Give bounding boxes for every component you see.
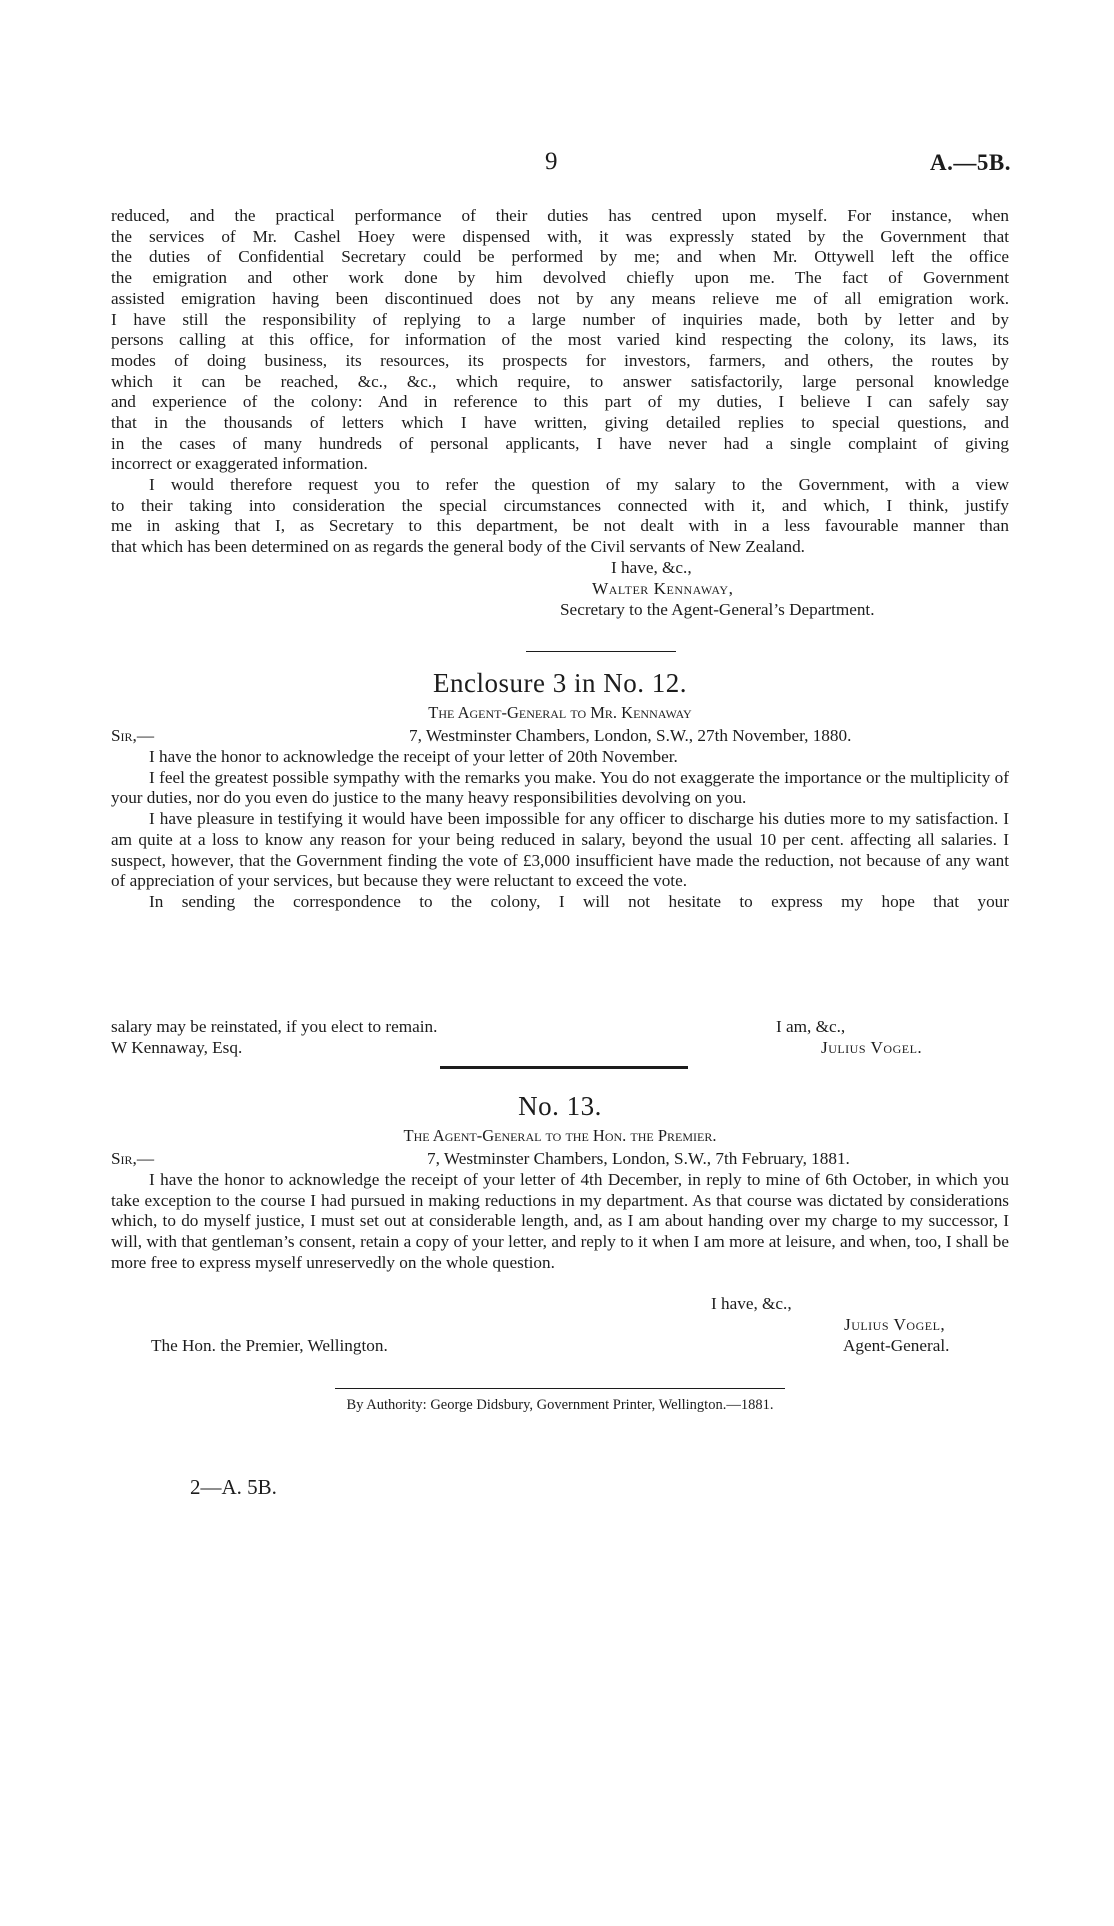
no13-body [111, 1170, 1009, 1274]
printer-authority: By Authority: George Didsbury, Government Printer, Wellington.—1881. [346, 1397, 774, 1413]
no13-signature: Julius Vogel, [844, 1315, 946, 1334]
footer-divider [335, 1388, 785, 1389]
enclosure-address-date: 7, Westminster Chambers, London, S.W., 27th November, 1880. [409, 726, 852, 745]
section-divider [526, 651, 676, 652]
enclosure-paragraph-1: I have the honor to acknowledge the receipt of your letter of 20th November. [149, 747, 678, 766]
letter-signature: Walter Kennaway, [592, 579, 734, 598]
page-number: 9 [545, 148, 558, 175]
no13-title-row [111, 1336, 1009, 1357]
signature-code: 2—A. 5B. [190, 1475, 277, 1499]
no13-closing: I have, &c., [711, 1294, 792, 1313]
p2-line: to their taking into consideration the special circumstances connected with it, and which, I think, justify [111, 495, 1009, 515]
enclosure-closing: I am, &c., [776, 1017, 846, 1036]
no13-addressee: The Hon. the Premier, Wellington. [151, 1336, 388, 1355]
enclosure-subheading: The Agent-General to Mr. Kennaway [428, 703, 692, 722]
p2-line: I would therefore request you to refer the question of my salary to the Government, with a view [149, 475, 1009, 494]
no13-closing-row [111, 1294, 1009, 1315]
section-divider-thick [440, 1066, 688, 1069]
no13-subheading: The Agent-General to the Hon. the Premier. [403, 1126, 717, 1145]
p1-line: that in the thousands of letters which I have written, giving detailed replies to special questions, and [111, 413, 1009, 433]
p1-line: in the cases of many hundreds of personal applicants, I have never had a single complaint of giving [111, 433, 1009, 453]
no13-address-row [111, 1149, 1009, 1170]
p2-line: me in asking that I, as Secretary to this department, be not dealt with in a less favourable manner than [111, 516, 1009, 536]
letter-paragraph-2 [111, 475, 1009, 558]
no13-signature-row [111, 1315, 1009, 1336]
enclosure-paragraph-4: In sending the correspondence to the colony, I will not hesitate to express my hope that your [149, 891, 1009, 911]
no13-salutation: Sir,— [111, 1149, 155, 1168]
p1-line: the services of Mr. Cashel Hoey were dispensed with, it was expressly stated by the Government that [111, 226, 1009, 246]
p1-line: the duties of Confidential Secretary could be performed by me; and when Mr. Ottywell left the office [111, 247, 1009, 267]
no13-paragraph-1: I have the honor to acknowledge the receipt of your letter of 4th December, in reply to mine of 6th October, in which you take exception to the course I had pursued in making reductions in my department. As that course was dictated by considerations which, to do myself justice, I must set out at considerable length, and, as I am about handing over my charge to my successor, I will, with that gentleman’s consent, retain a copy of your letter, and reply to it when I am more at leisure, and when, too, I shall be more free to express myself unreservedly on the whole question. [111, 1170, 1009, 1272]
p1-line: which it can be reached, &c., &c., which require, to answer satisfactorily, large personal knowledge [111, 371, 1009, 391]
letter-closing: I have, &c., [611, 558, 692, 577]
no13-signer-title: Agent-General. [843, 1336, 950, 1355]
letter-title-row [111, 600, 1009, 621]
p1-line: the emigration and other work done by him devolved chiefly upon me. The fact of Government [111, 268, 1009, 288]
enclosure-body [111, 747, 1009, 913]
enclosure-salutation: Sir,— [111, 726, 155, 745]
p1-line: reduced, and the practical performance of their duties has centred upon myself. For instance, when [111, 206, 1009, 225]
enclosure-paragraph-2: I feel the greatest possible sympathy with the remarks you make. You do not exaggerate the importance or the multiplicity of your duties, nor do you even do justice to the many heavy responsibilities devolving on you. [111, 767, 1009, 808]
enclosure-signature: Julius Vogel. [821, 1038, 923, 1057]
enclosure-paragraph-4-end: salary may be reinstated, if you elect to remain. [111, 1017, 438, 1036]
no13-address-date: 7, Westminster Chambers, London, S.W., 7th February, 1881. [427, 1149, 850, 1168]
p2-line: that which has been determined on as regards the general body of the Civil servants of New Zealand. [111, 537, 805, 557]
enclosure-closing-row [111, 1017, 1009, 1038]
enclosure-address-row [111, 726, 1009, 747]
letter-closing-row [111, 558, 1009, 579]
letter-signature-row [111, 579, 1009, 600]
document-reference: A.—5B. [930, 150, 1011, 175]
enclosure-heading: Enclosure 3 in No. 12. [433, 668, 687, 698]
enclosure-addressee: W Kennaway, Esq. [111, 1038, 243, 1057]
no13-heading: No. 13. [518, 1091, 602, 1121]
letter-signer-title: Secretary to the Agent-General’s Department. [560, 600, 875, 619]
enclosure-signature-row [111, 1038, 1009, 1059]
p1-line: persons calling at this office, for information of the most varied kind respecting the colony, its laws, its [111, 330, 1009, 350]
p1-line: and experience of the colony: And in reference to this part of my duties, I believe I can safely say [111, 392, 1009, 412]
p1-line: assisted emigration having been discontinued does not by any means relieve me of all emigration work. [111, 288, 1009, 308]
enclosure-paragraph-3: I have pleasure in testifying it would have been impossible for any officer to discharge his duties more to my satisfaction. I am quite at a loss to know any reason for your being reduced in salary, beyond the usual 10 per cent. affecting all salaries. I suspect, however, that the Government finding the vote of £3,000 insufficient have made the reduction, not because of any want of appreciation of your services, but because they were reluctant to exceed the vote. [111, 809, 1009, 891]
p1-line: I have still the responsibility of replying to a large number of inquiries made, both by letter and by [111, 309, 1009, 329]
p1-line: incorrect or exaggerated information. [111, 454, 368, 474]
p1-line: modes of doing business, its resources, its prospects for investors, farmers, and others, the routes by [111, 350, 1009, 370]
letter-paragraph-1 [111, 206, 1009, 475]
